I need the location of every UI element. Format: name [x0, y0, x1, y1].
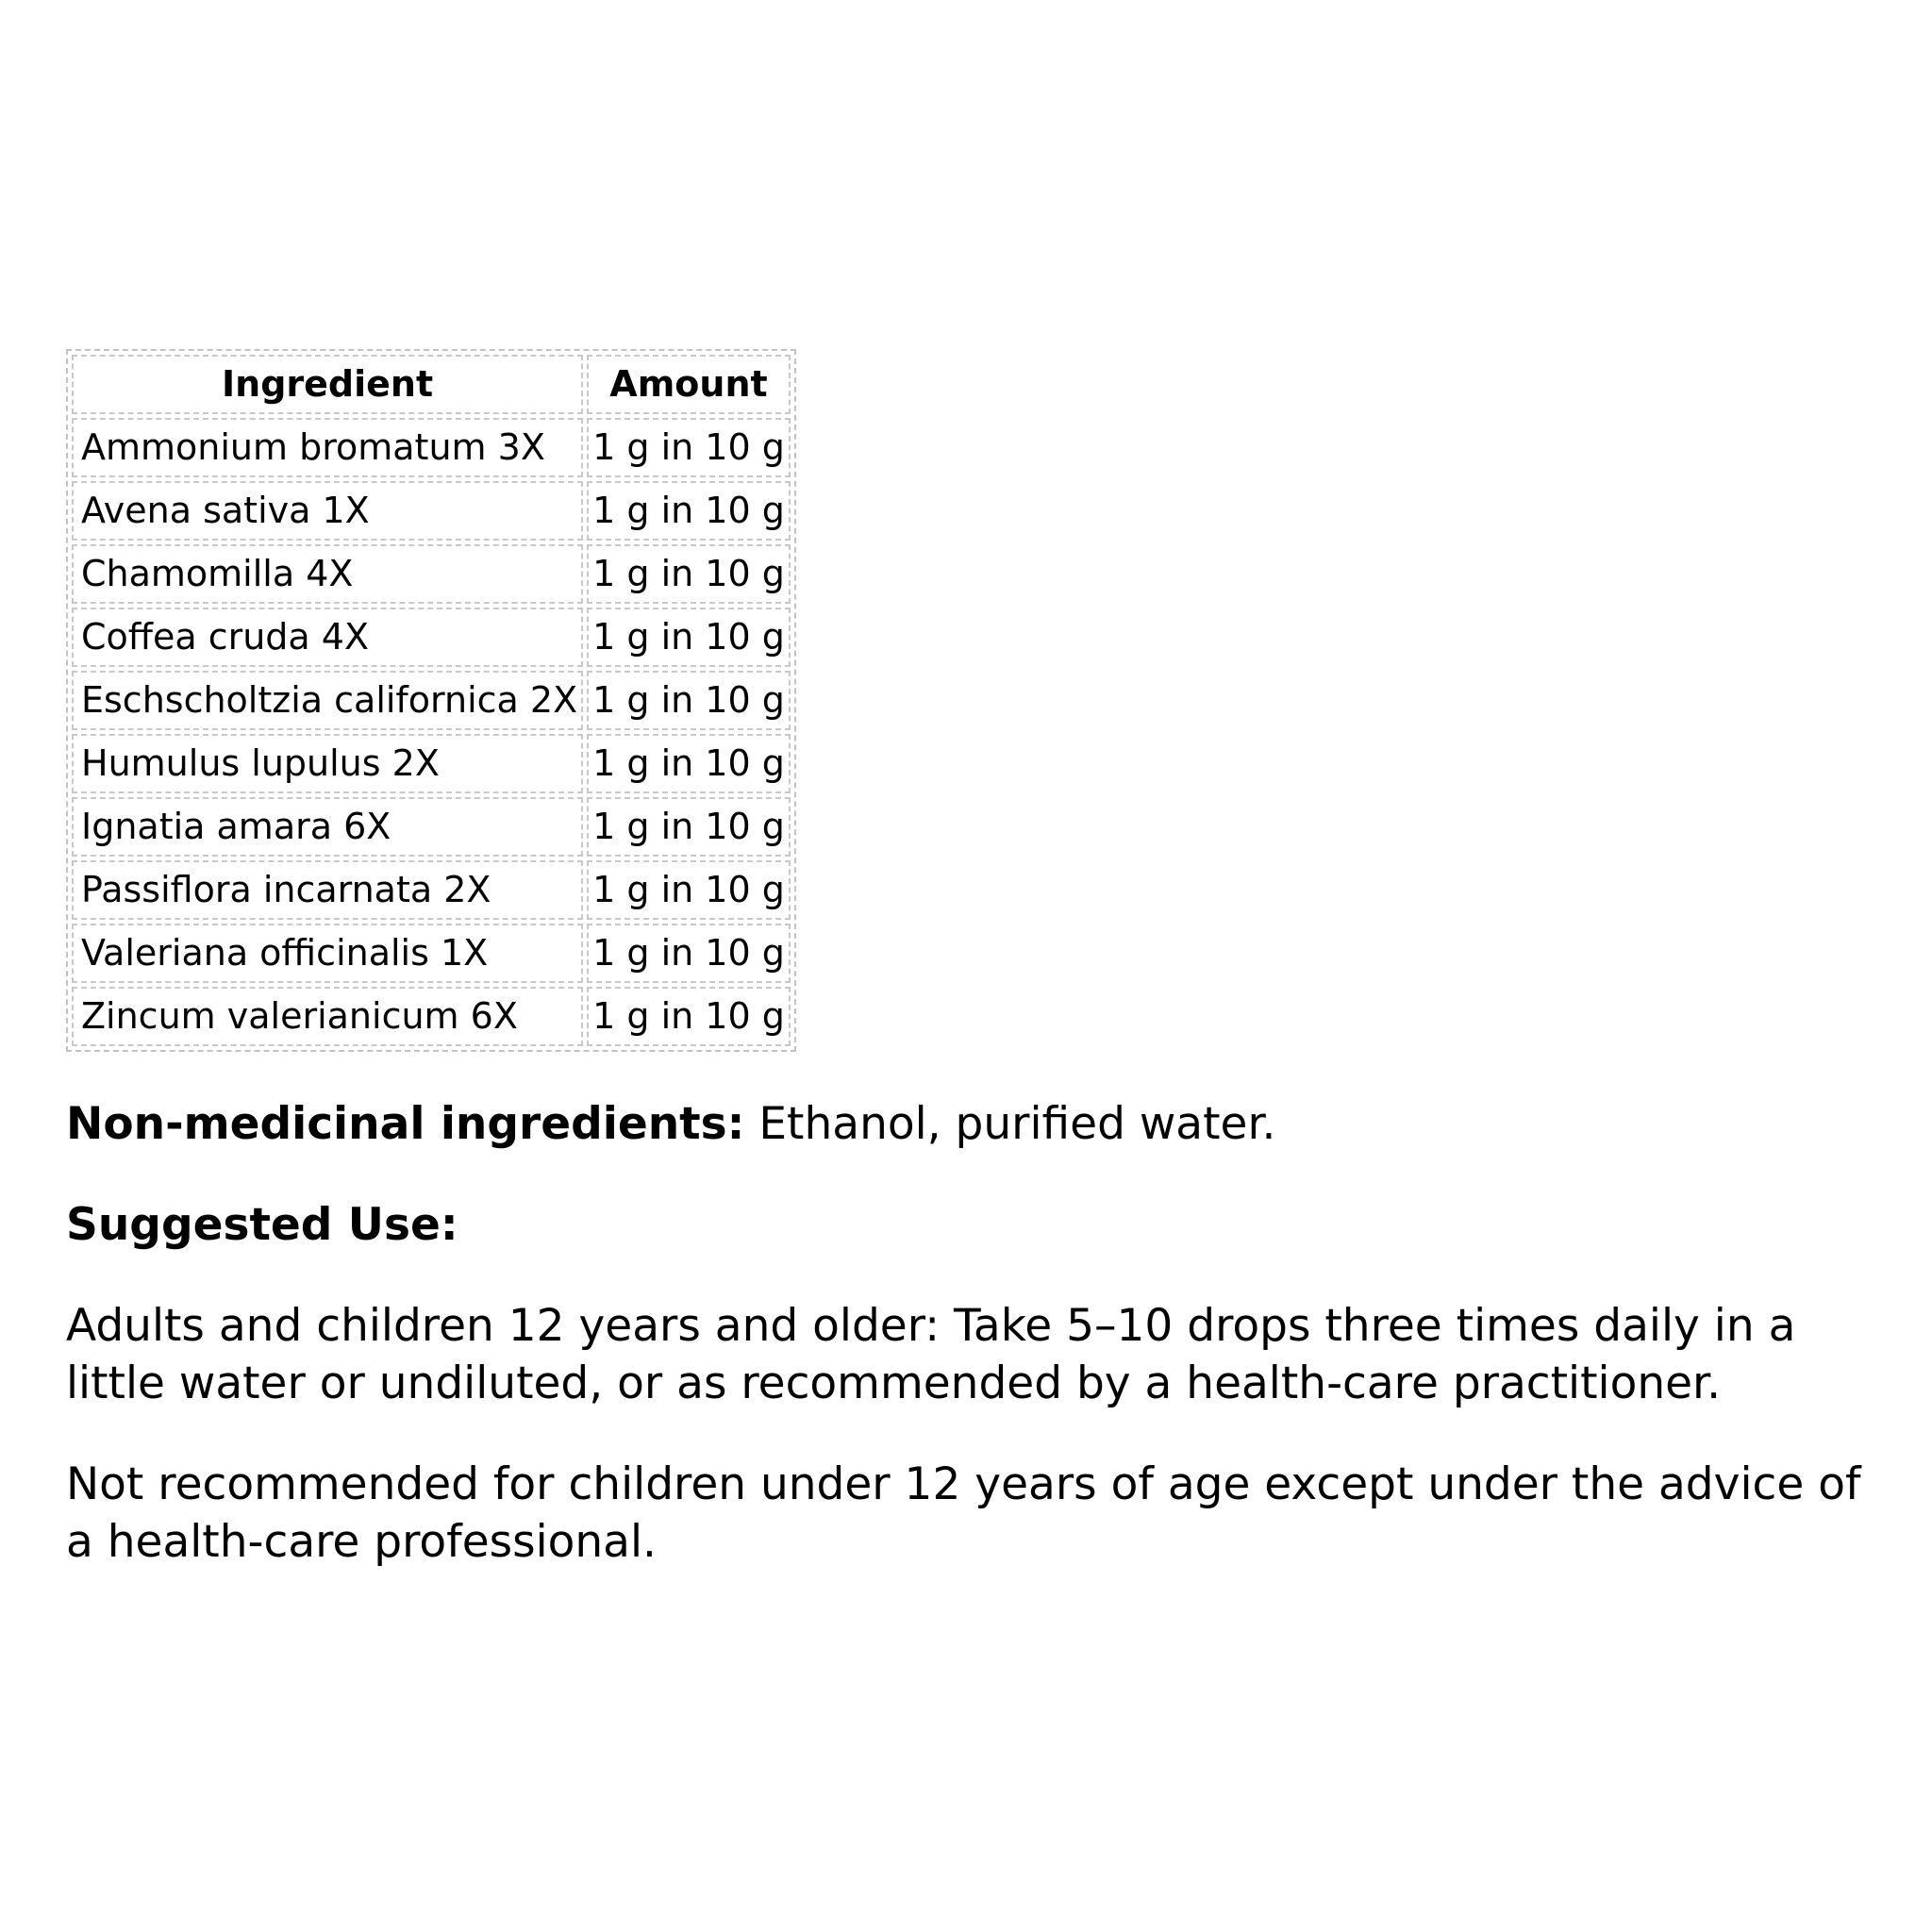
ingredient-cell: Ignatia amara 6X: [72, 797, 583, 857]
amount-cell: 1 g in 10 g: [587, 987, 791, 1046]
ingredient-cell: Eschscholtzia californica 2X: [72, 671, 583, 730]
ingredient-cell: Valeriana officinalis 1X: [72, 924, 583, 983]
amount-cell: 1 g in 10 g: [587, 860, 791, 920]
amount-cell: 1 g in 10 g: [587, 418, 791, 477]
ingredient-cell: Humulus lupulus 2X: [72, 734, 583, 793]
children-warning-text: Not recommended for children under 12 years of age except under the advice of a health-care professional.: [66, 1458, 1861, 1568]
table-row: [72, 671, 791, 730]
amount-cell: 1 g in 10 g: [587, 544, 791, 604]
amount-cell: 1 g in 10 g: [587, 734, 791, 793]
amount-cell: 1 g in 10 g: [587, 797, 791, 857]
table-row: [72, 608, 791, 667]
non-medicinal-label: Non-medicinal ingredients:: [66, 1098, 745, 1150]
amount-cell: 1 g in 10 g: [587, 608, 791, 667]
product-info-content: [66, 349, 1877, 1571]
amount-cell: 1 g in 10 g: [587, 924, 791, 983]
ingredient-cell: Chamomilla 4X: [72, 544, 583, 604]
table-row: [72, 418, 791, 477]
ingredient-cell: Zincum valerianicum 6X: [72, 987, 583, 1046]
suggested-use-heading: Suggested Use:: [66, 1199, 458, 1251]
ingredient-cell: Coffea cruda 4X: [72, 608, 583, 667]
table-row: [72, 797, 791, 857]
amount-cell: 1 g in 10 g: [587, 671, 791, 730]
table-row: [72, 924, 791, 983]
ingredient-cell: Passiflora incarnata 2X: [72, 860, 583, 920]
ingredients-table-body: [72, 418, 791, 1046]
table-row: [72, 734, 791, 793]
ingredients-table: [66, 349, 796, 1052]
ingredient-cell: Avena sativa 1X: [72, 481, 583, 541]
table-header-row: [72, 355, 791, 414]
amount-cell: 1 g in 10 g: [587, 481, 791, 541]
table-row: [72, 544, 791, 604]
ingredient-cell: Ammonium bromatum 3X: [72, 418, 583, 477]
table-row: [72, 860, 791, 920]
adults-dosage-text: Adults and children 12 years and older: Take 5–10 drops three times daily in a little water or undiluted, or as recommended by a health-care practitioner.: [66, 1300, 1796, 1409]
amount-column-header: Amount: [587, 355, 791, 414]
non-medicinal-ingredients: [66, 1095, 1877, 1153]
ingredient-column-header: Ingredient: [72, 355, 583, 414]
table-row: [72, 481, 791, 541]
table-row: [72, 987, 791, 1046]
non-medicinal-text: Ethanol, purified water.: [744, 1098, 1276, 1150]
